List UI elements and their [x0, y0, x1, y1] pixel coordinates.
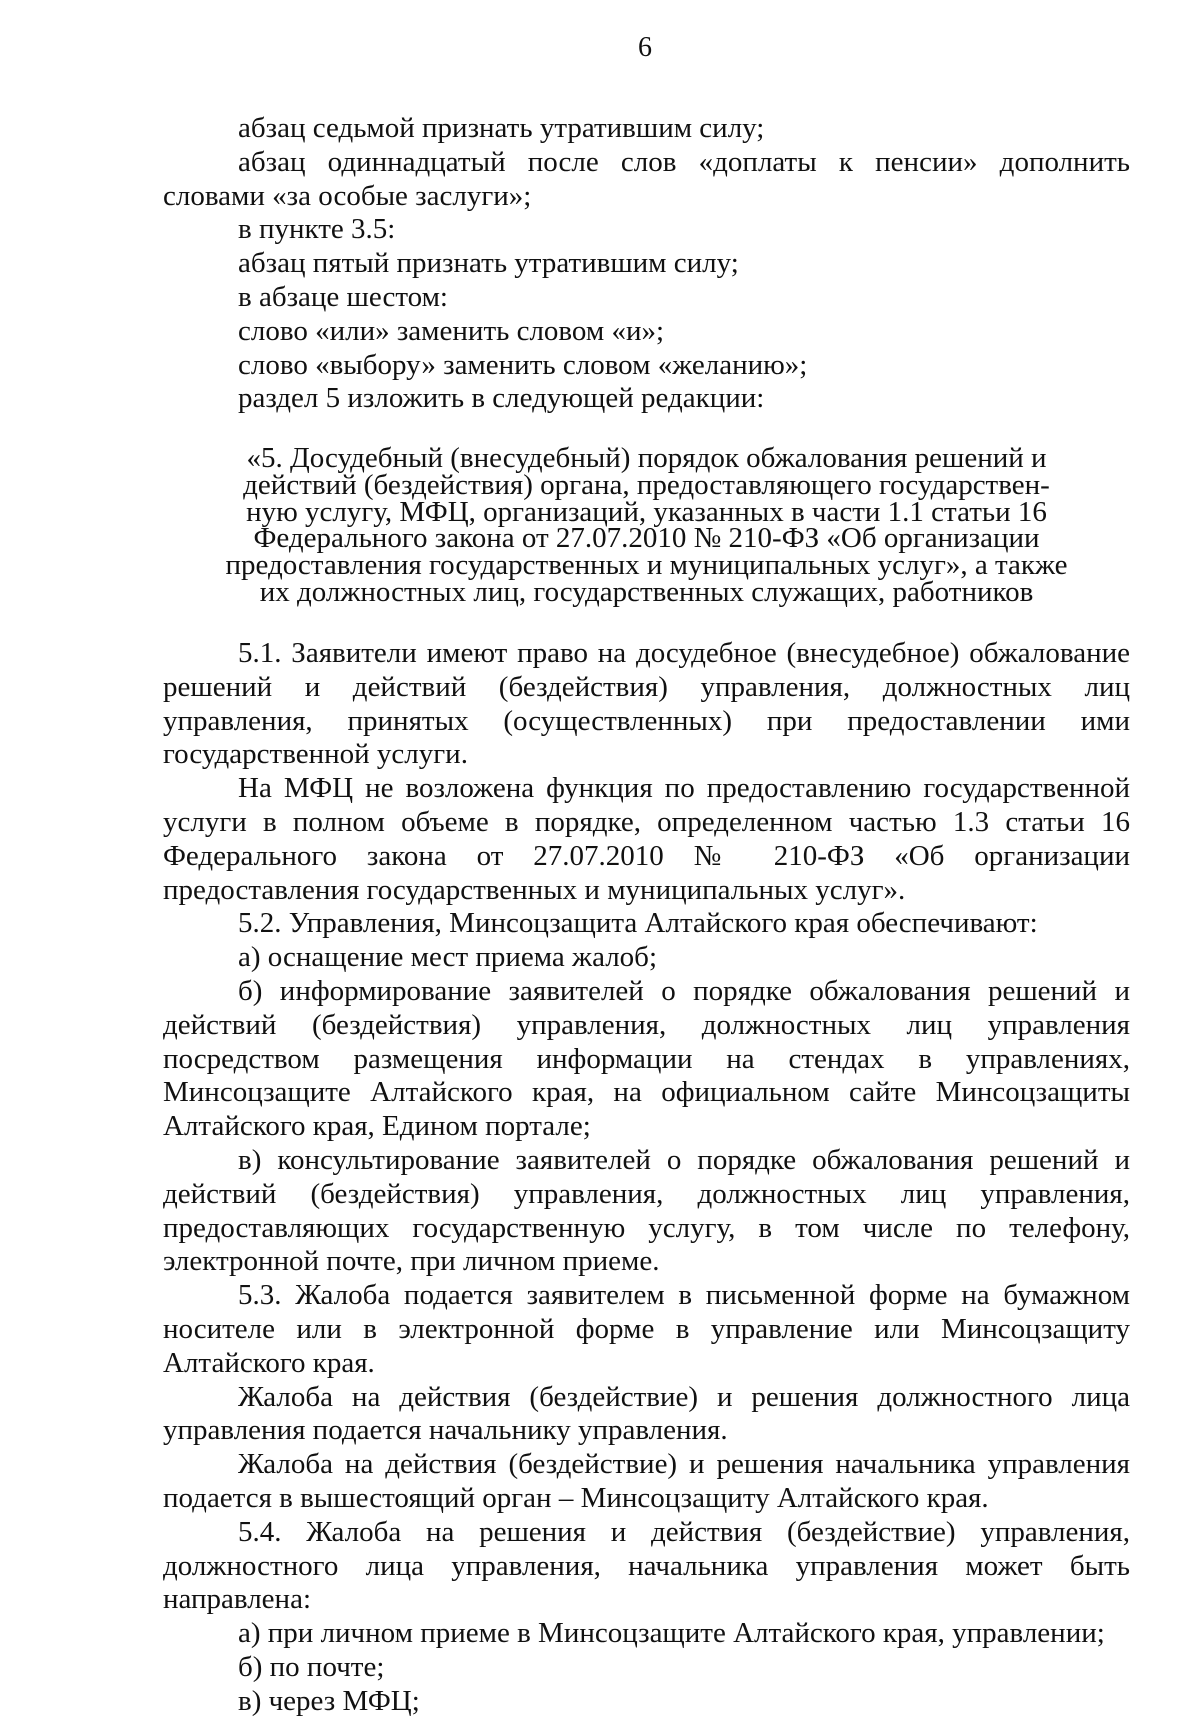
paragraph: Жалоба на действия (бездействие) и решения должностного лица управления подается начальнику управления. — [163, 1380, 1130, 1447]
paragraph: в) через МФЦ; — [238, 1684, 420, 1717]
heading-line: «5. Досудебный (внесудебный) порядок обжалования решений и — [246, 442, 1047, 474]
paragraph: в) консультирование заявителей о порядке обжалования решений и действий (бездействия) управления, должностных лиц управления, предоставляющих государственную услугу, в том числе по телефону, электронной почте, при личном приеме. — [163, 1143, 1130, 1278]
paragraph: а) при личном приеме в Минсоцзащите Алтайского края, управлении; — [238, 1617, 1105, 1650]
paragraph: раздел 5 изложить в следующей редакции: — [238, 382, 765, 415]
paragraph: слово «выбору» заменить словом «желанию»; — [238, 348, 808, 381]
paragraph: 5.4. Жалоба на решения и действия (бездействие) управления, должностного лица управления, начальника управления может быть направлена: — [163, 1515, 1130, 1616]
heading-line: ную услугу, МФЦ, организаций, указанных в части 1.1 статьи 16 — [246, 495, 1047, 528]
paragraph: Жалоба на действия (бездействие) и решения начальника управления подается в вышестоящий орган – Минсоцзащиту Алтайского края. — [163, 1448, 1130, 1514]
paragraph: абзац пятый признать утратившим силу; — [238, 247, 739, 280]
page-number: 6 — [638, 32, 652, 63]
section-heading — [163, 442, 1130, 608]
section-body — [163, 637, 1130, 1719]
paragraph: в пункте 3.5: — [238, 213, 396, 246]
paragraph: в абзаце шестом: — [238, 280, 448, 313]
paragraph: абзац седьмой признать утратившим силу; — [238, 112, 765, 144]
paragraph: б) информирование заявителей о порядке обжалования решений и действий (бездействия) управления, должностных лиц управления посредством размещения информации на стендах в управлениях, Минсоцзащите Алтайского края, на официальном сайте Минсоцзащиты Алтайского края, Едином портале; — [163, 974, 1130, 1143]
heading-line: их должностных лиц, государственных служащих, работников — [259, 575, 1034, 608]
intro-paragraphs — [163, 112, 1130, 416]
paragraph: абзац одиннадцатый после слов «доплаты к пенсии» дополнить словами «за особые заслуги»; — [163, 145, 1130, 212]
paragraph: 5.2. Управления, Минсоцзащита Алтайского края обеспечивают: — [238, 907, 1038, 940]
paragraph: б) по почте; — [238, 1650, 385, 1683]
paragraph: 5.1. Заявители имеют право на досудебное (внесудебное) обжалование решений и действий (бездействия) управления, должностных лиц управления, принятых (осуществленных) при предоставлении ими государственной услуги. — [163, 637, 1130, 771]
heading-line: действий (бездействия) органа, предоставляющего государствен- — [243, 468, 1050, 501]
paragraph: а) оснащение мест приема жалоб; — [238, 941, 657, 974]
paragraph: 5.3. Жалоба подается заявителем в письменной форме на бумажном носителе или в электронной форме в управление или Минсоцзащиту Алтайского края. — [163, 1279, 1130, 1379]
paragraph: На МФЦ не возложена функция по предоставлению государственной услуги в полном объеме в порядке, определенном частью 1.3 статьи 16 Федерального закона от 27.07.2010 № 210-ФЗ «Об организации предоставления государственных и муниципальных услуг». — [163, 772, 1130, 906]
paragraph: слово «или» заменить словом «и»; — [238, 314, 665, 347]
heading-line: Федерального закона от 27.07.2010 № 210-ФЗ «Об организации — [253, 522, 1040, 555]
heading-line: предоставления государственных и муниципальных услуг», а также — [225, 549, 1068, 582]
